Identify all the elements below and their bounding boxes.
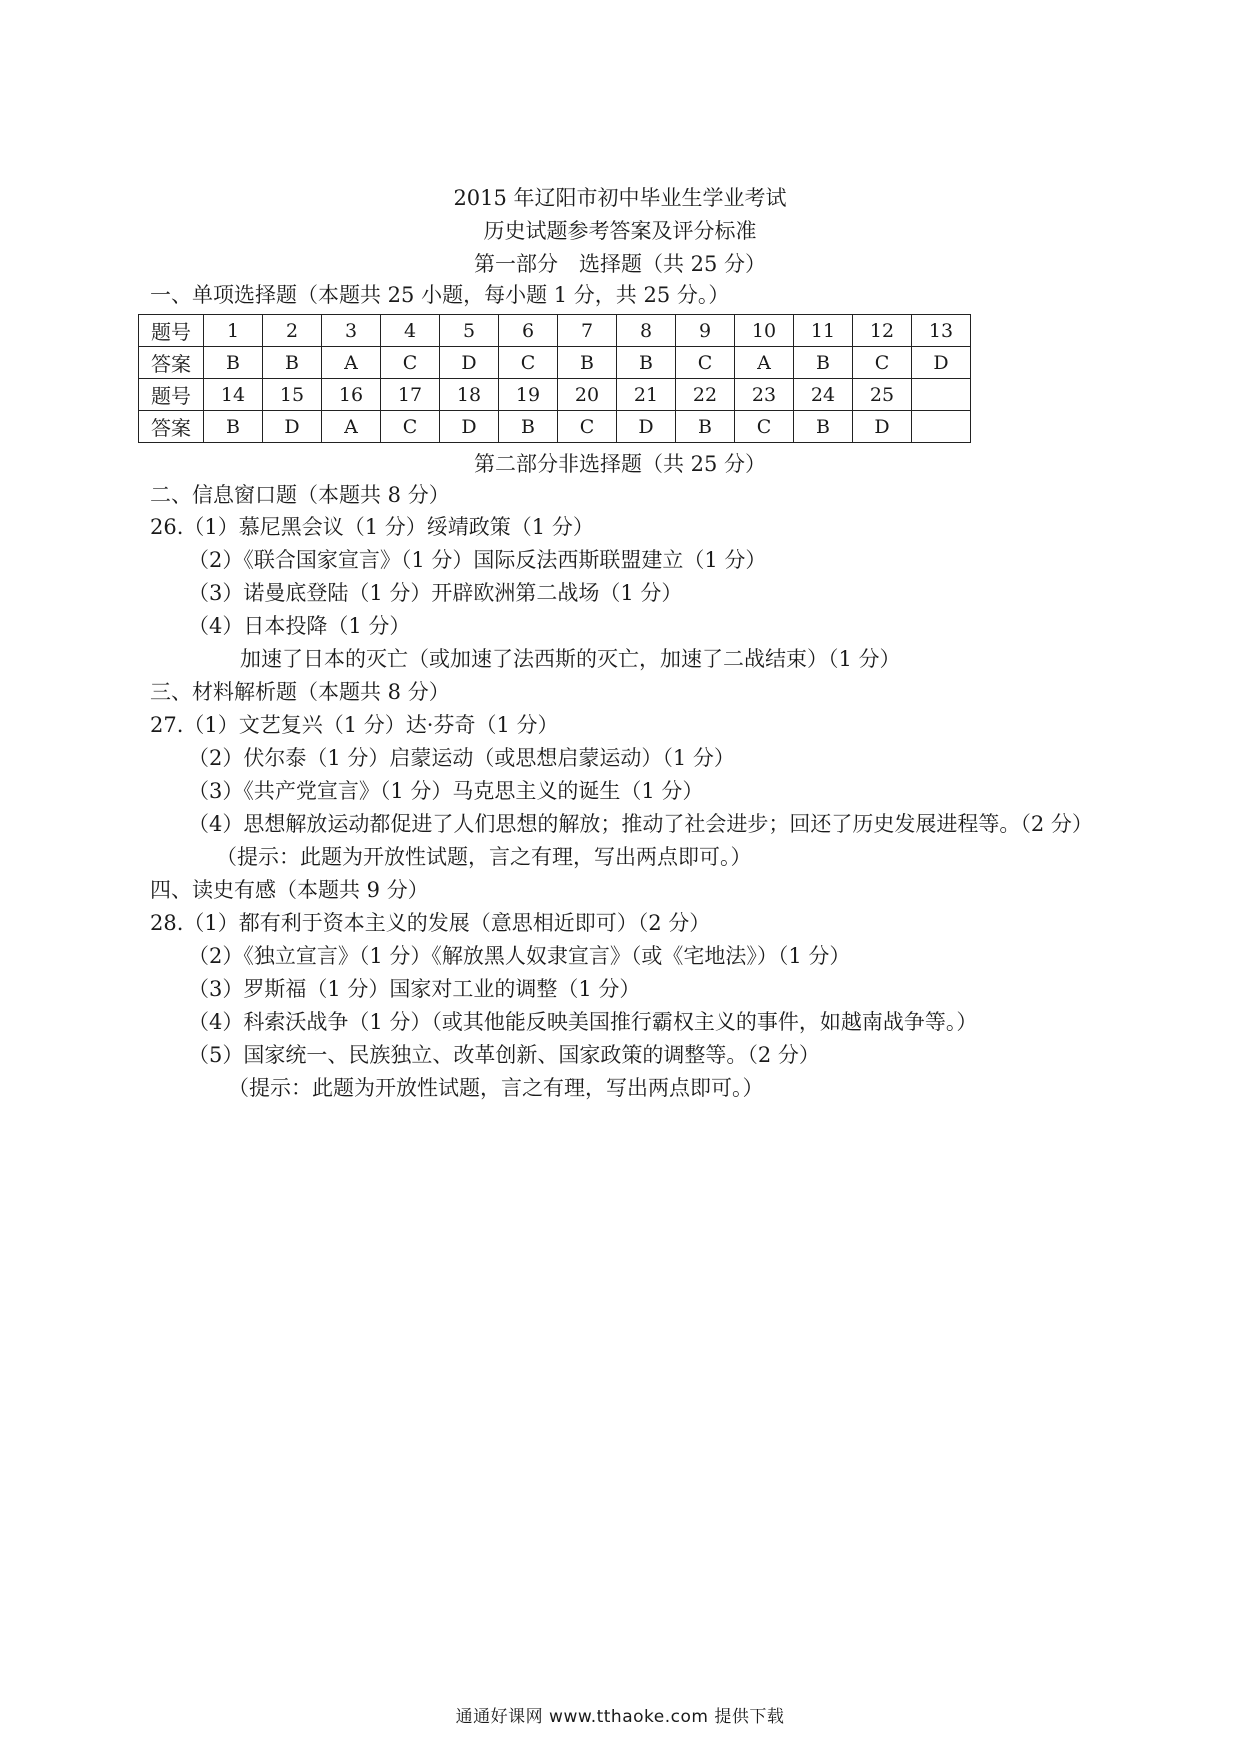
- q26-answer-2: （2）《联合国家宣言》（1 分）国际反法西斯联盟建立（1 分）: [188, 548, 767, 572]
- row-label-question: 题号: [139, 315, 204, 347]
- question-number-row: [139, 315, 971, 347]
- answer-cell: D: [440, 347, 499, 379]
- q27-answer-2: （2）伏尔泰（1 分）启蒙运动（或思想启蒙运动）（1 分）: [188, 746, 735, 770]
- document-title: [0, 182, 1240, 281]
- question-number-cell: 15: [263, 379, 322, 411]
- q28-answer-5: （5）国家统一、民族独立、改革创新、国家政策的调整等。（2 分）: [188, 1043, 820, 1067]
- question-number-cell: 12: [853, 315, 912, 347]
- answer-cell: B: [794, 411, 853, 443]
- q26-answer-3: （3）诺曼底登陆（1 分）开辟欧洲第二战场（1 分）: [188, 581, 683, 605]
- q27-answer-4: （4）思想解放运动都促进了人们思想的解放；推动了社会进步；回还了历史发展进程等。（2 分）: [188, 812, 1093, 836]
- question-number-cell: 23: [735, 379, 794, 411]
- answer-cell: D: [912, 347, 971, 379]
- answer-row: [139, 347, 971, 379]
- answer-cell: C: [676, 347, 735, 379]
- answer-cell: A: [322, 411, 381, 443]
- answer-cell: B: [499, 411, 558, 443]
- row-label-question: 题号: [139, 379, 204, 411]
- answer-cell: D: [617, 411, 676, 443]
- q26-answer-4-detail: 加速了日本的灭亡（或加速了法西斯的灭亡，加速了二战结束）（1 分）: [240, 647, 901, 671]
- answer-cell: C: [381, 411, 440, 443]
- section4-heading: 四、读史有感（本题共 9 分）: [150, 878, 429, 902]
- answer-cell: C: [853, 347, 912, 379]
- question-number-cell: 7: [558, 315, 617, 347]
- q27-answer-3: （3）《共产党宣言》（1 分）马克思主义的诞生（1 分）: [188, 779, 704, 803]
- answer-cell: B: [204, 347, 263, 379]
- answer-cell: B: [558, 347, 617, 379]
- question-number-cell: 18: [440, 379, 499, 411]
- question-number-cell: 6: [499, 315, 558, 347]
- q26-answer-4: （4）日本投降（1 分）: [188, 614, 411, 638]
- row-label-answer: 答案: [139, 411, 204, 443]
- question-number-cell: 3: [322, 315, 381, 347]
- section3-heading: 三、材料解析题（本题共 8 分）: [150, 680, 450, 704]
- q28-answer-4: （4）科索沃战争（1 分）（或其他能反映美国推行霸权主义的事件，如越南战争等。）: [188, 1010, 978, 1034]
- question-number-cell: 21: [617, 379, 676, 411]
- question-number-cell: 5: [440, 315, 499, 347]
- footer-watermark: 通通好课网 www.tthaoke.com 提供下载: [455, 1707, 785, 1727]
- answer-cell: A: [322, 347, 381, 379]
- answer-cell: D: [440, 411, 499, 443]
- question-number-cell: 4: [381, 315, 440, 347]
- q28-hint: （提示：此题为开放性试题，言之有理，写出两点即可。）: [228, 1076, 764, 1100]
- answer-cell: C: [381, 347, 440, 379]
- question-number-cell: 24: [794, 379, 853, 411]
- exam-title: 2015 年辽阳市初中毕业生学业考试: [453, 186, 787, 210]
- answer-cell: C: [499, 347, 558, 379]
- answer-cell: B: [794, 347, 853, 379]
- question-number-cell: 11: [794, 315, 853, 347]
- answer-cell: B: [263, 347, 322, 379]
- q28-answer-3: （3）罗斯福（1 分）国家对工业的调整（1 分）: [188, 977, 641, 1001]
- answer-cell: A: [735, 347, 794, 379]
- q28-answer-1: 28.（1）都有利于资本主义的发展（意思相近即可）（2 分）: [150, 911, 711, 935]
- answer-cell: B: [617, 347, 676, 379]
- question-number-cell: 8: [617, 315, 676, 347]
- part2-heading: 第二部分非选择题（共 25 分）: [473, 452, 767, 476]
- q27-answer-1: 27.（1）文艺复兴（1 分）达·芬奇（1 分）: [150, 713, 559, 737]
- answer-cell: C: [558, 411, 617, 443]
- question-number-cell: 19: [499, 379, 558, 411]
- question-number-row: [139, 379, 971, 411]
- section2-heading: 二、信息窗口题（本题共 8 分）: [150, 483, 450, 507]
- question-number-cell: 14: [204, 379, 263, 411]
- question-number-cell: 13: [912, 315, 971, 347]
- answer-row: [139, 411, 971, 443]
- q27-hint: （提示：此题为开放性试题，言之有理，写出两点即可。）: [216, 845, 752, 869]
- question-number-cell: [912, 379, 971, 411]
- question-number-cell: 25: [853, 379, 912, 411]
- answer-table: [138, 314, 971, 443]
- question-number-cell: 22: [676, 379, 735, 411]
- q28-answer-2: （2）《独立宣言》（1 分）《解放黑人奴隶宣言》（或《宅地法》）（1 分）: [188, 944, 851, 968]
- answer-cell: B: [676, 411, 735, 443]
- answer-cell: [912, 411, 971, 443]
- q26-answer-1: 26.（1）慕尼黑会议（1 分）绥靖政策（1 分）: [150, 515, 594, 539]
- question-number-cell: 16: [322, 379, 381, 411]
- question-number-cell: 17: [381, 379, 440, 411]
- question-number-cell: 2: [263, 315, 322, 347]
- section1-heading: 一、单项选择题（本题共 25 小题，每小题 1 分，共 25 分。）: [150, 283, 730, 307]
- answer-cell: B: [204, 411, 263, 443]
- part1-title: 第一部分 选择题（共 25 分）: [473, 252, 767, 276]
- question-number-cell: 9: [676, 315, 735, 347]
- question-number-cell: 1: [204, 315, 263, 347]
- answer-cell: C: [735, 411, 794, 443]
- answer-cell: D: [263, 411, 322, 443]
- question-number-cell: 10: [735, 315, 794, 347]
- answer-cell: D: [853, 411, 912, 443]
- answer-key-title: 历史试题参考答案及评分标准: [483, 219, 757, 243]
- row-label-answer: 答案: [139, 347, 204, 379]
- question-number-cell: 20: [558, 379, 617, 411]
